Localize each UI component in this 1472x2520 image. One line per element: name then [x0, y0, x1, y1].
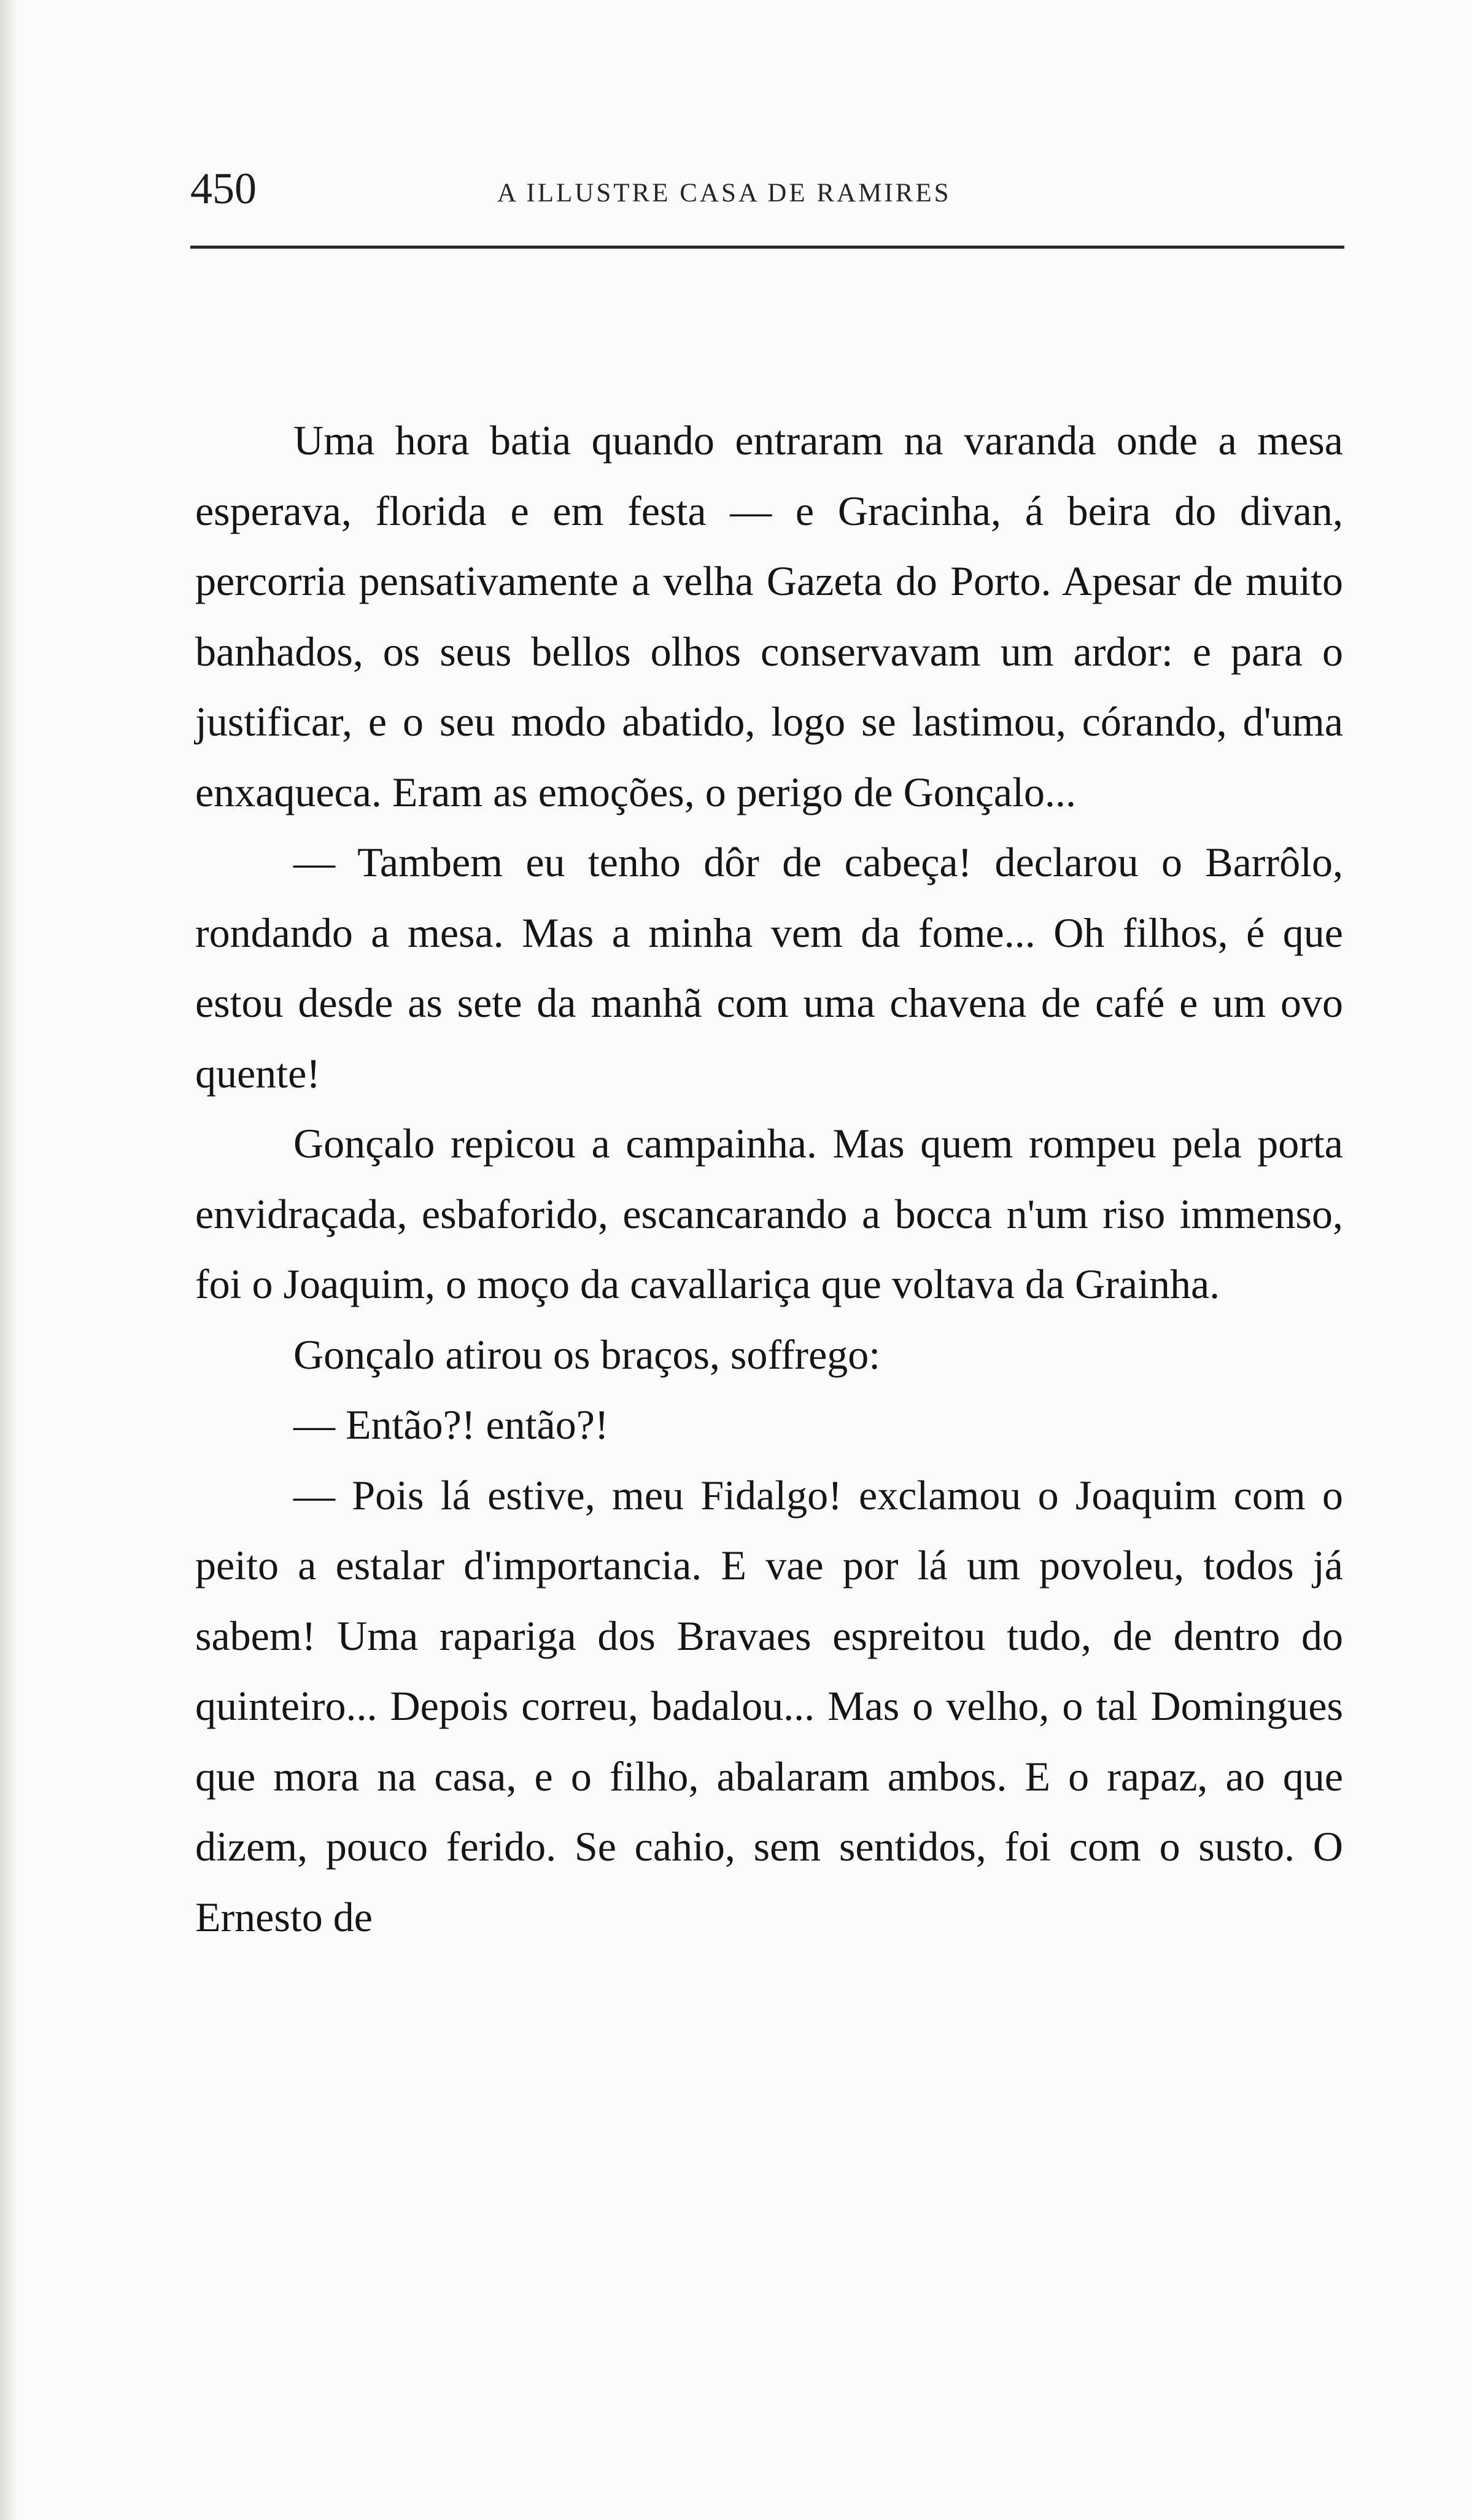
header-rule: [190, 246, 1344, 249]
paragraph: Gonçalo atirou os braços, soffrego:: [293, 1331, 881, 1378]
paragraph: — Tambem eu tenho dôr de cabeça! declarou o Barrôlo, rondando a mesa. Mas a minha vem da fome... Oh filhos, é que estou desde as sete da manhã com uma chavena de café e um ovo quente!: [195, 839, 1343, 1097]
paragraph: — Pois lá estive, meu Fidalgo! exclamou o Joaquim com o peito a estalar d'importancia. E vae por lá um povoleu, todos já sabem! Uma rapariga dos Bravaes espreitou tudo, de dentro do quinteiro... Depois correu, badalou... Mas o velho, o tal Domingues que mora na casa, e o filho, abalaram ambos. E o rapaz, ao que dizem, pouco ferido. Se cahio, sem sentidos, foi com o susto. O Ernesto de: [195, 1471, 1343, 1940]
page-header: [190, 161, 1344, 216]
paragraph: Gonçalo repicou a campainha. Mas quem rompeu pela porta envidraçada, esbaforido, escancarando a bocca n'um riso immenso, foi o Joaquim, o moço da cavallariça que voltava da Grainha.: [195, 1120, 1343, 1307]
page-edge-shadow: [0, 0, 18, 2520]
running-title: A ILLUSTRE CASA DE RAMIRES: [497, 179, 951, 208]
body-text: [195, 405, 1343, 1952]
page-number: 450: [190, 164, 257, 213]
paragraph: Uma hora batia quando entraram na varanda onde a mesa esperava, florida e em festa — e Gracinha, á beira do divan, percorria pensativamente a velha Gazeta do Porto. Apesar de muito banhados, os seus bellos olhos conservavam um ardor: e para o justificar, e o seu modo abatido, logo se lastimou, córando, d'uma enxaqueca. Eram as emoções, o perigo de Gonçalo...: [195, 417, 1343, 815]
paragraph: — Então?! então?!: [293, 1401, 609, 1448]
